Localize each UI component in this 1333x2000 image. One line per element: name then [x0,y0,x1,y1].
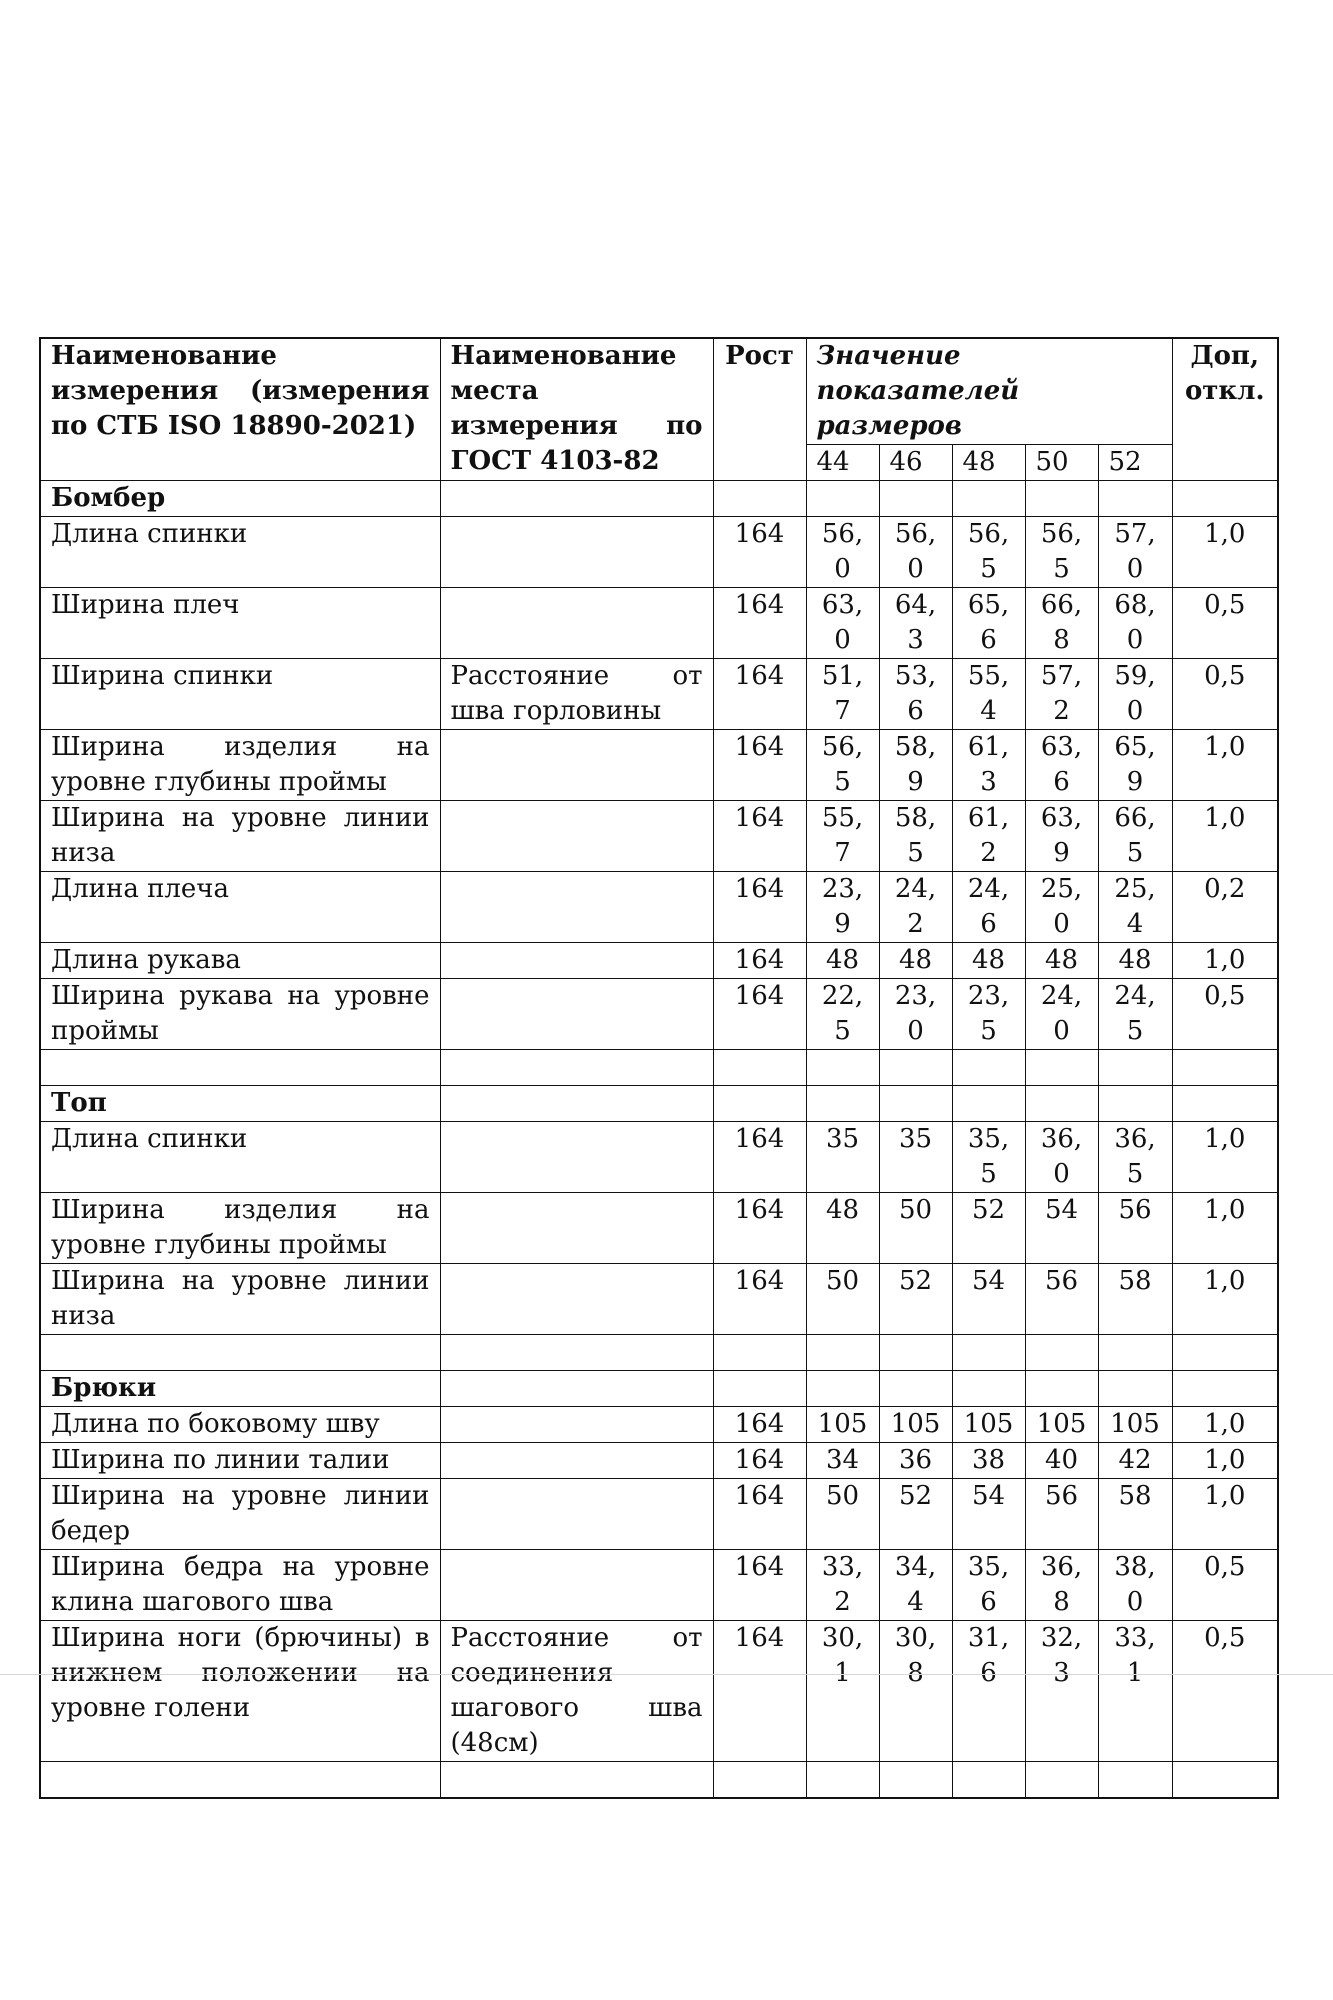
measurement-row [40,801,1278,872]
size-value: 30,1 [806,1621,879,1762]
size-value: 51,7 [806,659,879,730]
measurement-name: Ширина на уровне линии низа [40,1264,440,1335]
size-value: 48 [879,943,952,979]
size-value: 56 [1025,1479,1098,1550]
section-title: Брюки [40,1371,440,1407]
measurement-name: Ширина бедра на уровне клина шагового шва [40,1550,440,1621]
measurement-name: Ширина рукава на уровне проймы [40,979,440,1050]
size-value: 50 [806,1264,879,1335]
height-value: 164 [713,588,806,659]
header-place: Наименование места измерения по ГОСТ 4103-82 [440,338,713,481]
empty-cell [1098,1086,1172,1122]
measurement-row [40,1550,1278,1621]
measurement-name: Ширина изделия на уровне глубины проймы [40,1193,440,1264]
tolerance-value: 1,0 [1172,943,1278,979]
empty-cell [1098,481,1172,517]
measurement-row [40,1122,1278,1193]
size-value: 65,6 [952,588,1025,659]
empty-cell [440,1762,713,1799]
size-value: 57,2 [1025,659,1098,730]
size-value: 36,0 [1025,1122,1098,1193]
size-value: 61,3 [952,730,1025,801]
size-value: 53,6 [879,659,952,730]
size-value: 25,4 [1098,872,1172,943]
empty-cell [440,1086,713,1122]
empty-cell [1098,1371,1172,1407]
size-value: 55,4 [952,659,1025,730]
size-value: 48 [1098,943,1172,979]
measurement-place [440,872,713,943]
empty-cell [1098,1762,1172,1799]
empty-cell [952,1762,1025,1799]
size-value: 23,0 [879,979,952,1050]
tolerance-value: 1,0 [1172,801,1278,872]
size-value: 50 [879,1193,952,1264]
empty-cell [806,1086,879,1122]
section-title: Бомбер [40,481,440,517]
empty-cell [879,1050,952,1086]
size-value: 40 [1025,1443,1098,1479]
measurement-row [40,659,1278,730]
measurement-row [40,1443,1278,1479]
measurement-place [440,943,713,979]
spacer-row [40,1335,1278,1371]
height-value: 164 [713,943,806,979]
measurement-row [40,943,1278,979]
measurement-place [440,979,713,1050]
measurement-place [440,1443,713,1479]
section-row [40,1371,1278,1407]
size-value: 54 [952,1264,1025,1335]
size-value: 34,4 [879,1550,952,1621]
size-value: 65,9 [1098,730,1172,801]
measurement-name: Ширина ноги (брючины) в нижнем положении на уровне голени [40,1621,440,1762]
measurement-place [440,517,713,588]
height-value: 164 [713,1407,806,1443]
measurement-name: Ширина на уровне линии бедер [40,1479,440,1550]
height-value: 164 [713,730,806,801]
size-value: 63,9 [1025,801,1098,872]
measurement-place [440,730,713,801]
size-value: 66,8 [1025,588,1098,659]
empty-cell [952,1335,1025,1371]
size-value: 56 [1025,1264,1098,1335]
measurement-name: Длина рукава [40,943,440,979]
measurement-place [440,801,713,872]
tolerance-value: 1,0 [1172,517,1278,588]
size-value: 52 [879,1479,952,1550]
measurement-row [40,1407,1278,1443]
measurement-place: Расстояние от шва горловины [440,659,713,730]
empty-cell [440,481,713,517]
measurement-name: Ширина по линии талии [40,1443,440,1479]
size-value: 105 [1098,1407,1172,1443]
size-value: 33,1 [1098,1621,1172,1762]
empty-cell [1025,481,1098,517]
empty-cell [713,1371,806,1407]
empty-cell [952,1371,1025,1407]
tolerance-value: 0,5 [1172,1550,1278,1621]
empty-cell [879,1371,952,1407]
measurement-place [440,1122,713,1193]
size-value: 56,0 [879,517,952,588]
measurement-name: Длина спинки [40,1122,440,1193]
measurement-row [40,1264,1278,1335]
size-value: 56,5 [806,730,879,801]
size-value: 23,5 [952,979,1025,1050]
empty-cell [1098,1050,1172,1086]
measurement-name: Ширина спинки [40,659,440,730]
empty-cell [40,1050,440,1086]
size-value: 59,0 [1098,659,1172,730]
size-value: 61,2 [952,801,1025,872]
size-value: 24,0 [1025,979,1098,1050]
size-value: 36 [879,1443,952,1479]
size-value: 58,5 [879,801,952,872]
spacer-row [40,1762,1278,1799]
section-title: Топ [40,1086,440,1122]
empty-cell [1172,1050,1278,1086]
size-value: 56,5 [1025,517,1098,588]
empty-cell [879,1335,952,1371]
size-value: 48 [1025,943,1098,979]
size-value: 57,0 [1098,517,1172,588]
empty-cell [1098,1335,1172,1371]
empty-cell [1172,1762,1278,1799]
size-value: 63,6 [1025,730,1098,801]
tolerance-value: 0,5 [1172,1621,1278,1762]
tolerance-value: 0,5 [1172,588,1278,659]
measurement-row [40,979,1278,1050]
tolerance-value: 1,0 [1172,1122,1278,1193]
size-value: 56,5 [952,517,1025,588]
tolerance-value: 1,0 [1172,1479,1278,1550]
empty-cell [952,481,1025,517]
measurement-row [40,588,1278,659]
size-value: 24,2 [879,872,952,943]
size-value: 66,5 [1098,801,1172,872]
measurement-row [40,730,1278,801]
measurement-place [440,1550,713,1621]
empty-cell [1025,1762,1098,1799]
height-value: 164 [713,517,806,588]
header-tolerance: Доп, откл. [1172,338,1278,481]
measurement-place [440,1407,713,1443]
measurement-name: Длина по боковому шву [40,1407,440,1443]
empty-cell [40,1335,440,1371]
measurement-place: Расстояние от соединения шагового шва (48см) [440,1621,713,1762]
size-value: 23,9 [806,872,879,943]
size-value: 58 [1098,1264,1172,1335]
size-value: 30,8 [879,1621,952,1762]
table-body [40,338,1278,1798]
empty-cell [40,1762,440,1799]
size-value: 52 [952,1193,1025,1264]
measurement-name: Длина плеча [40,872,440,943]
height-value: 164 [713,1479,806,1550]
size-52: 52 [1098,445,1172,481]
size-value: 56 [1098,1193,1172,1264]
size-value: 50 [806,1479,879,1550]
tolerance-value: 1,0 [1172,730,1278,801]
size-48: 48 [952,445,1025,481]
empty-cell [440,1335,713,1371]
empty-cell [879,1086,952,1122]
empty-cell [1172,1335,1278,1371]
empty-cell [1172,481,1278,517]
empty-cell [806,1335,879,1371]
size-value: 32,3 [1025,1621,1098,1762]
height-value: 164 [713,979,806,1050]
tolerance-value: 0,5 [1172,659,1278,730]
empty-cell [806,481,879,517]
header-values: Значение показателей размеров [806,338,1172,445]
size-value: 52 [879,1264,952,1335]
height-value: 164 [713,1550,806,1621]
measurement-name: Длина спинки [40,517,440,588]
measurement-place [440,1479,713,1550]
empty-cell [806,1371,879,1407]
size-value: 64,3 [879,588,952,659]
empty-cell [879,481,952,517]
empty-cell [879,1762,952,1799]
size-value: 24,6 [952,872,1025,943]
empty-cell [713,1762,806,1799]
tolerance-value: 1,0 [1172,1443,1278,1479]
measurement-row [40,872,1278,943]
tolerance-value: 1,0 [1172,1407,1278,1443]
size-value: 105 [879,1407,952,1443]
empty-cell [1025,1371,1098,1407]
empty-cell [952,1050,1025,1086]
size-value: 38 [952,1443,1025,1479]
measurement-row [40,1479,1278,1550]
measurement-name: Ширина на уровне линии низа [40,801,440,872]
empty-cell [952,1086,1025,1122]
empty-cell [713,1335,806,1371]
section-row [40,1086,1278,1122]
size-value: 35 [879,1122,952,1193]
size-50: 50 [1025,445,1098,481]
measurement-row [40,1193,1278,1264]
height-value: 164 [713,1621,806,1762]
measurement-name: Ширина плеч [40,588,440,659]
empty-cell [1025,1050,1098,1086]
empty-cell [806,1050,879,1086]
height-value: 164 [713,1122,806,1193]
empty-cell [806,1762,879,1799]
size-value: 105 [952,1407,1025,1443]
size-value: 48 [952,943,1025,979]
size-value: 22,5 [806,979,879,1050]
size-value: 58 [1098,1479,1172,1550]
empty-cell [713,1050,806,1086]
size-value: 38,0 [1098,1550,1172,1621]
height-value: 164 [713,1264,806,1335]
empty-cell [713,481,806,517]
measurement-place [440,588,713,659]
tolerance-value: 0,2 [1172,872,1278,943]
spacer-row [40,1050,1278,1086]
empty-cell [1172,1371,1278,1407]
measurement-row [40,517,1278,588]
size-46: 46 [879,445,952,481]
size-value: 35,6 [952,1550,1025,1621]
height-value: 164 [713,872,806,943]
measurement-place [440,1264,713,1335]
size-value: 35,5 [952,1122,1025,1193]
height-value: 164 [713,1443,806,1479]
size-value: 35 [806,1122,879,1193]
empty-cell [1172,1086,1278,1122]
size-value: 54 [952,1479,1025,1550]
size-value: 31,6 [952,1621,1025,1762]
tolerance-value: 0,5 [1172,979,1278,1050]
measurement-row [40,1621,1278,1762]
size-value: 63,0 [806,588,879,659]
size-value: 54 [1025,1193,1098,1264]
size-value: 36,8 [1025,1550,1098,1621]
page-bottom-rule [0,1674,1333,1675]
height-value: 164 [713,1193,806,1264]
height-value: 164 [713,801,806,872]
size-value: 36,5 [1098,1122,1172,1193]
size-value: 48 [806,943,879,979]
header-height: Рост [713,338,806,481]
size-value: 55,7 [806,801,879,872]
tolerance-value: 1,0 [1172,1193,1278,1264]
size-value: 56,0 [806,517,879,588]
size-value: 48 [806,1193,879,1264]
size-44: 44 [806,445,879,481]
header-measurement: Наименование измерения (измерения по СТБ ISO 18890-2021) [40,338,440,481]
size-value: 24,5 [1098,979,1172,1050]
measurement-name: Ширина изделия на уровне глубины проймы [40,730,440,801]
measurement-place [440,1193,713,1264]
empty-cell [713,1086,806,1122]
height-value: 164 [713,659,806,730]
size-value: 68,0 [1098,588,1172,659]
size-chart-table [39,337,1279,1799]
size-value: 105 [806,1407,879,1443]
section-row [40,481,1278,517]
empty-cell [440,1050,713,1086]
size-value: 34 [806,1443,879,1479]
size-value: 58,9 [879,730,952,801]
size-value: 25,0 [1025,872,1098,943]
tolerance-value: 1,0 [1172,1264,1278,1335]
empty-cell [440,1371,713,1407]
size-value: 42 [1098,1443,1172,1479]
header-row [40,338,1278,445]
size-value: 33,2 [806,1550,879,1621]
size-value: 105 [1025,1407,1098,1443]
empty-cell [1025,1335,1098,1371]
empty-cell [1025,1086,1098,1122]
